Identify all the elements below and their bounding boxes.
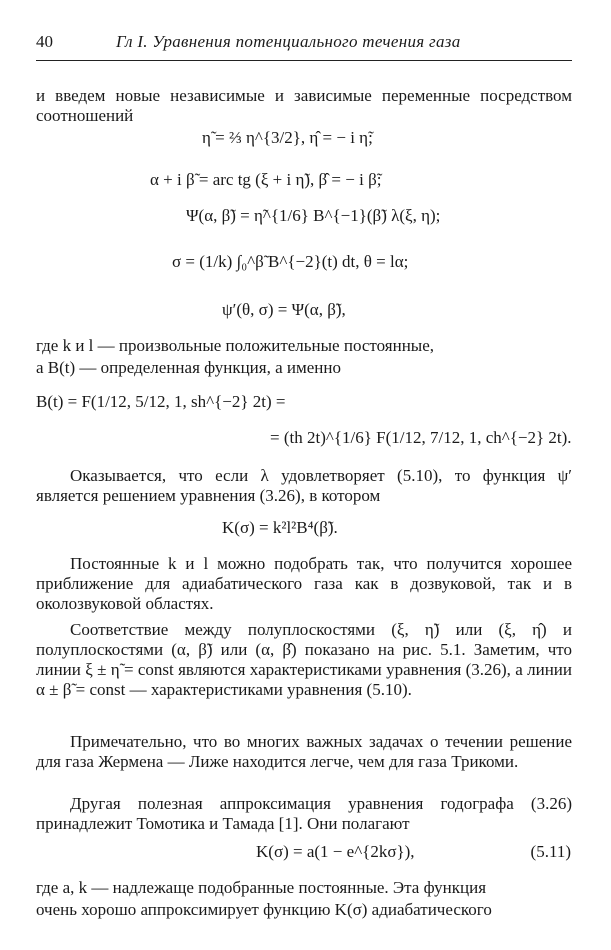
equation-5: ψ′(θ, σ) = Ψ(α, β̃), [222, 300, 346, 319]
paragraph-constants-line-1: где k и l — произвольные положительные постоянные, [36, 336, 435, 355]
header-rule [36, 60, 572, 61]
paragraph-constants-line-2: а B(t) — определенная функция, а именно [36, 358, 341, 377]
equation-9-number: (5.11) [530, 842, 571, 861]
page-header [36, 32, 571, 56]
paragraph-final-line-1: где a, k — надлежаще подобранные постоянные. Эта функция [36, 878, 487, 897]
running-title: Гл I. Уравнения потенциального течения газа [116, 32, 461, 51]
paragraph-approximation: Постоянные k и l можно подобрать так, что получится хорошее приближение для адиабатического газа как в дозвуковой, так и в околозвуковой областях. [36, 554, 572, 613]
equation-9: K(σ) = a(1 − e^{2kσ}), [256, 842, 415, 861]
paragraph-intro: и введем новые независимые и зависимые переменные посредством соотношений [36, 86, 572, 125]
paragraph-correspondence: Соответствие между полуплоскостями (ξ, η̃) или (ξ, η̂) и полуплоскостями (α, β̃) или (α, β̂) показано на рис. 5.1. Заметим, что линии ξ ± η̃ = const являются характеристиками уравнения (3.26), а линии α ± β̃ = const — характеристиками уравнения (5.10). [36, 620, 572, 699]
paragraph-germain-liger: Примечательно, что во многих важных задачах о течении решение для газа Жермена — Лиже находится легче, чем для газа Трикоми. [36, 732, 572, 771]
equation-7: = (th 2t)^{1/6} F(1/12, 7/12, 1, ch^{−2} 2t). [270, 428, 572, 447]
equation-1: η̃ = ⅔ η^{3/2}, η̂ = − i η̃; [202, 128, 373, 147]
paragraph-tomotika: Другая полезная аппроксимация уравнения годографа (3.26) принадлежит Томотика и Тамада [1]. Они полагают [36, 794, 572, 833]
page-number: 40 [36, 32, 53, 51]
equation-3: Ψ(α, β̃) = η̃^{1/6} B^{−1}(β̃) λ(ξ, η); [186, 206, 441, 225]
equation-2: α + i β̃ = arc tg (ξ + i η̃), β̂ = − i β̃; [150, 170, 382, 189]
equation-8: K(σ) = k²l²B⁴(β̃). [222, 518, 338, 537]
equation-6: B(t) = F(1/12, 5/12, 1, sh^{−2} 2t) = [36, 392, 286, 411]
paragraph-final-line-2: очень хорошо аппроксимирует функцию K(σ) адиабатического [36, 900, 492, 919]
paragraph-lambda: Оказывается, что если λ удовлетворяет (5.10), то функция ψ′ является решением уравнения (3.26), в котором [36, 466, 572, 505]
equation-4: σ = (1/k) ∫₀^β̃ B^{−2}(t) dt, θ = lα; [172, 252, 409, 271]
